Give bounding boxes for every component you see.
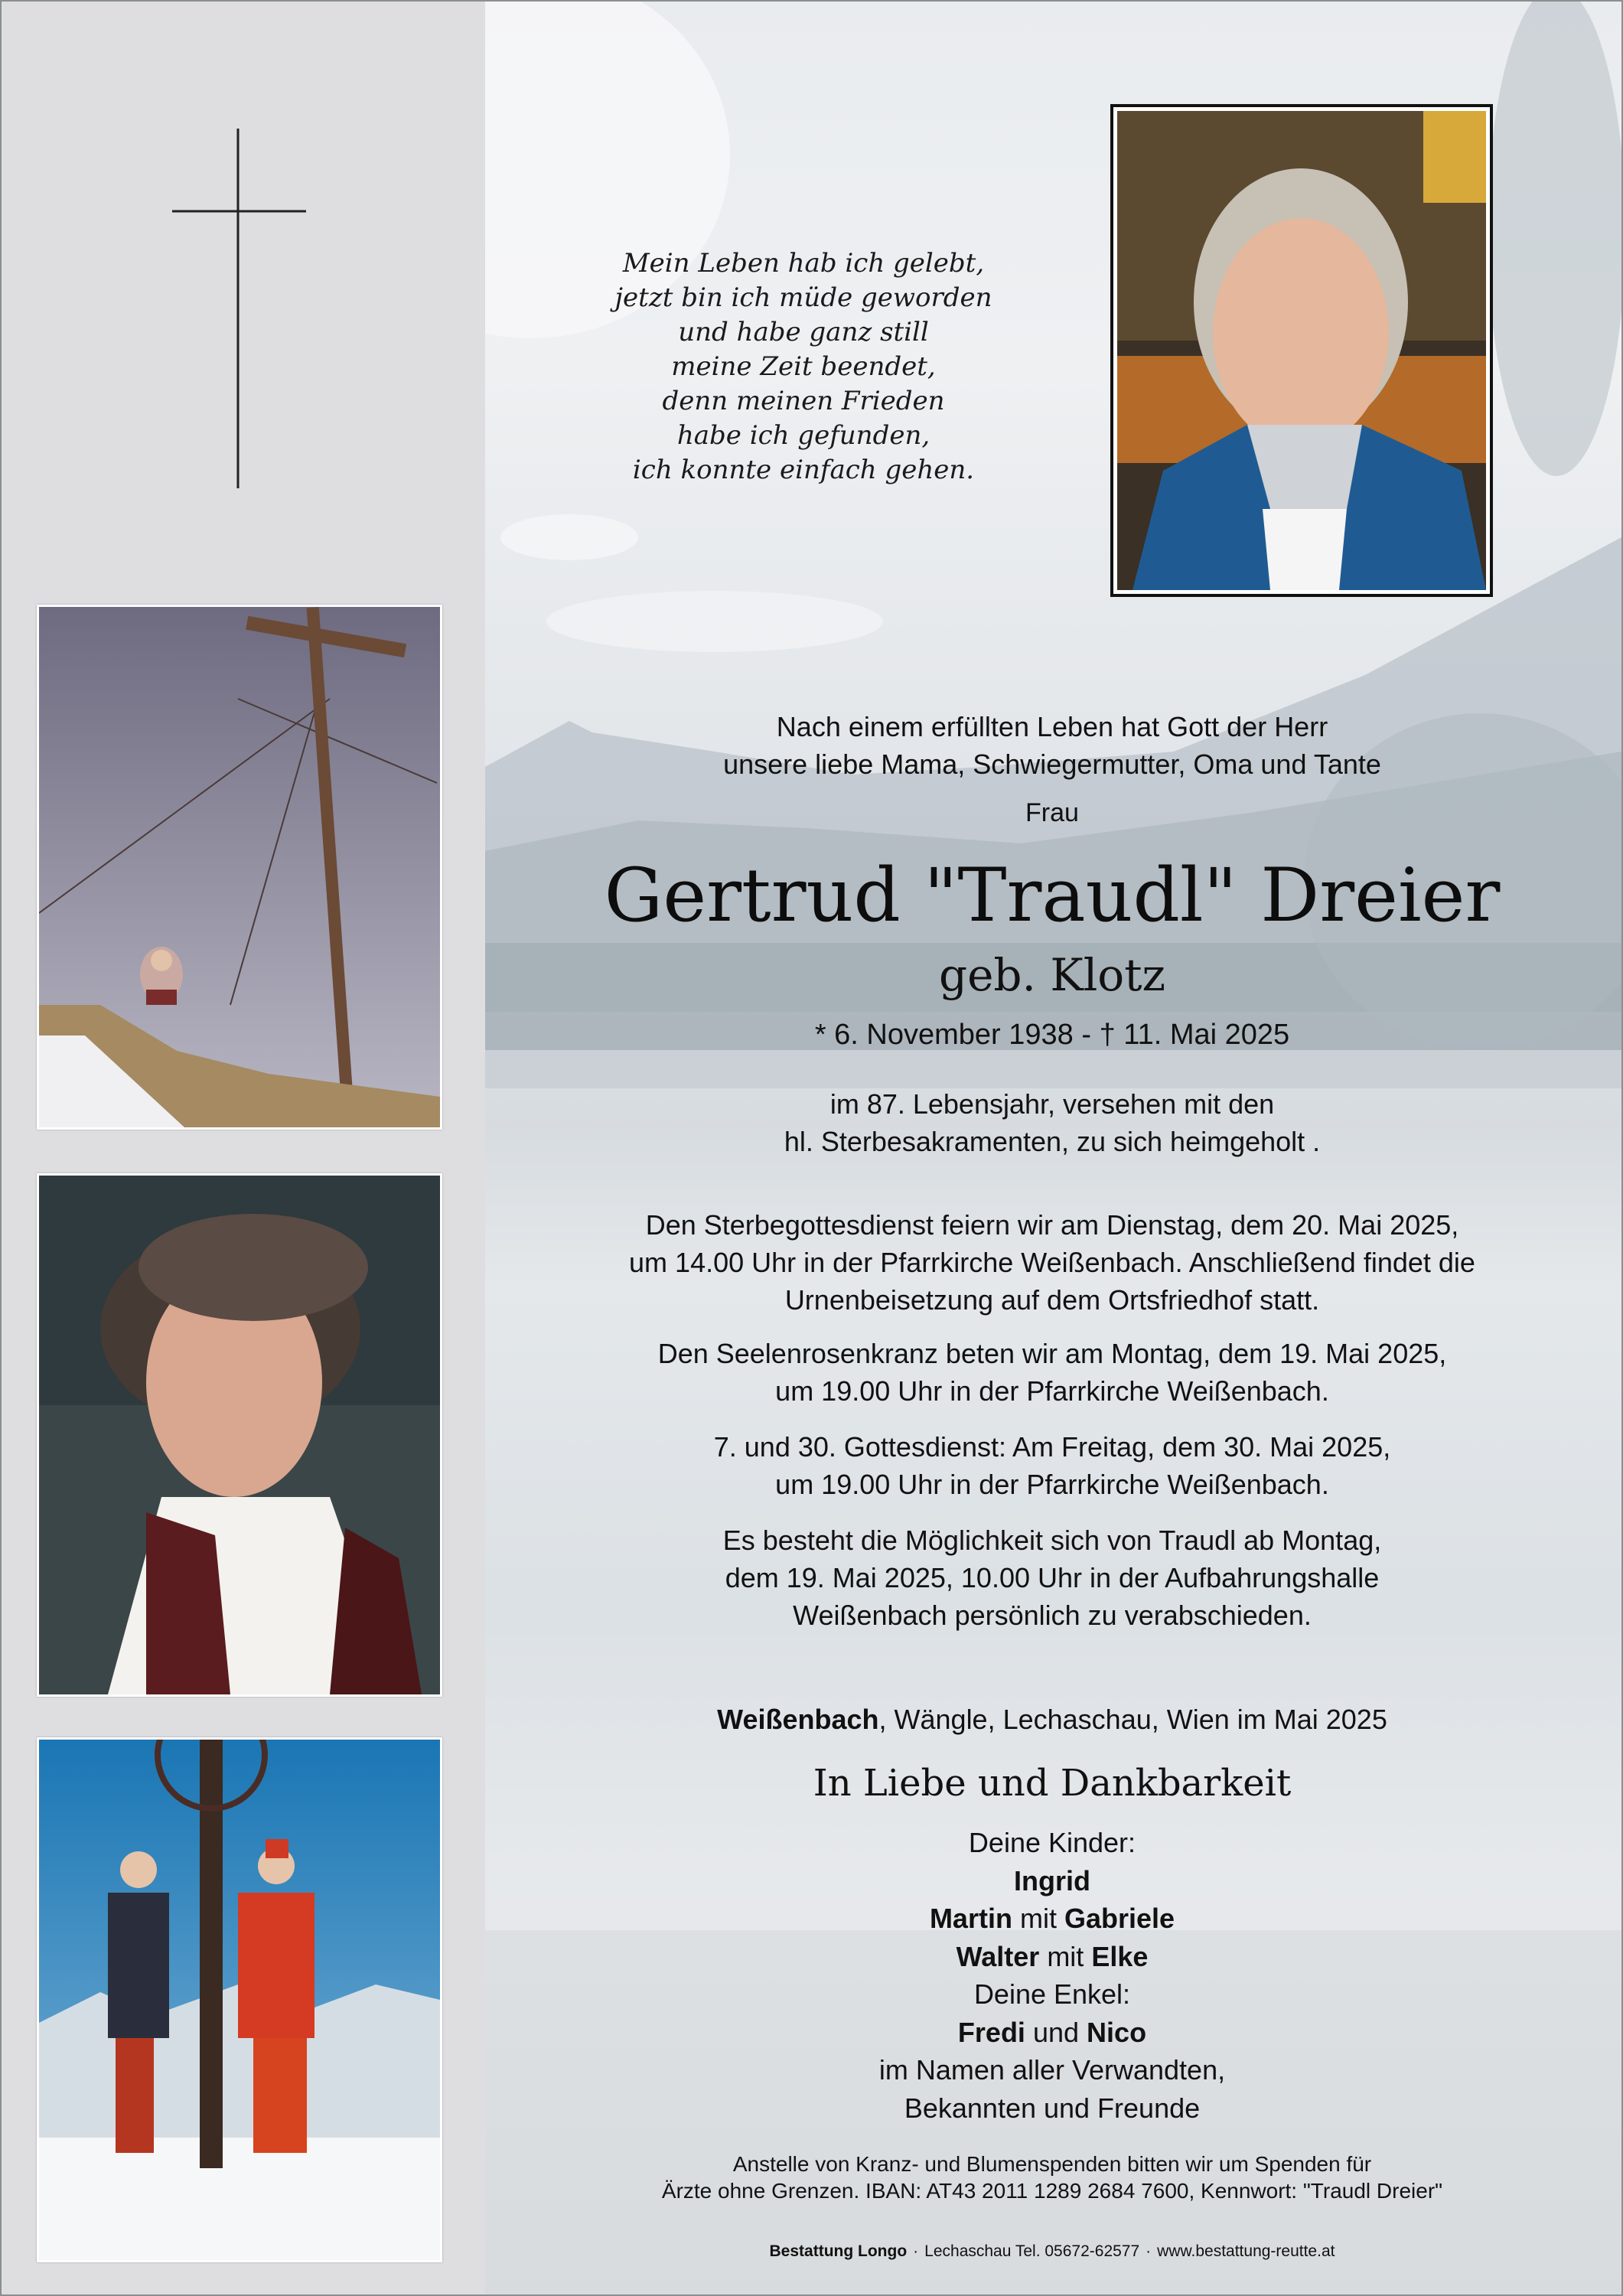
deceased-name: Gertrud "Traudl" Dreier: [604, 853, 1501, 938]
title-frau: Frau: [1025, 798, 1079, 827]
service-farewell: [536, 1521, 1569, 1634]
age-line: hl. Sterbesakramenten, zu sich heimgeholt .: [784, 1126, 1321, 1157]
poem-line: ich konnte einfach gehen.: [632, 455, 975, 485]
company-contact: Lechaschau Tel. 05672-62577: [924, 2242, 1140, 2260]
poem-line: jetzt bin ich müde geworden: [614, 282, 992, 313]
poem-line: habe ich gefunden,: [676, 420, 930, 451]
age-line: im 87. Lebensjahr, versehen mit den: [829, 1088, 1275, 1120]
child-name: Martin: [929, 1903, 1012, 1934]
service-rosary: [536, 1335, 1569, 1410]
service-line: Es besteht die Möglichkeit sich von Traudl ab Montag,: [722, 1525, 1382, 1556]
service-line: Weißenbach persönlich zu verabschieden.: [793, 1600, 1312, 1631]
family-list: [536, 1824, 1569, 2127]
poem-line: und habe ganz still: [678, 317, 929, 347]
poem-line: denn meinen Frieden: [662, 386, 945, 416]
child-name: Walter: [956, 1940, 1040, 1972]
age-text: [536, 1085, 1569, 1160]
thanks-heading: In Liebe und Dankbarkeit: [813, 1762, 1292, 1805]
service-line: dem 19. Mai 2025, 10.00 Uhr in der Aufbahrungshalle: [725, 1562, 1380, 1593]
photo-skiers-summit: [37, 1737, 442, 2262]
relatives-line: im Namen aller Verwandten,: [878, 2054, 1226, 2086]
intro-line: Nach einem erfüllten Leben hat Gott der Herr: [776, 711, 1328, 742]
poem: [582, 246, 1025, 488]
cross-icon: [172, 129, 306, 488]
service-funeral: [536, 1206, 1569, 1319]
donation-note: [536, 2151, 1569, 2204]
service-line: Den Seelenrosenkranz beten wir am Montag, dem 19. Mai 2025,: [657, 1338, 1447, 1369]
separator: ·: [913, 2242, 919, 2260]
birth-name: geb. Klotz: [938, 949, 1166, 1001]
intro-text: [536, 708, 1569, 783]
place-main: Weißenbach: [717, 1704, 879, 1735]
child-name: Ingrid: [1014, 1864, 1090, 1896]
children-label: Deine Kinder:: [968, 1827, 1136, 1858]
partner-name: Elke: [1091, 1940, 1149, 1972]
poem-line: Mein Leben hab ich gelebt,: [622, 248, 985, 279]
service-memorial: [536, 1428, 1569, 1503]
separator: ·: [1146, 2242, 1152, 2260]
child-entry: [536, 1938, 1569, 1976]
intro-line: unsere liebe Mama, Schwiegermutter, Oma und Tante: [723, 748, 1381, 780]
service-line: um 19.00 Uhr in der Pfarrkirche Weißenbach.: [775, 1375, 1329, 1407]
company-name: Bestattung Longo: [769, 2242, 908, 2260]
grandchildren-entry: [536, 2014, 1569, 2052]
relatives-line: Bekannten und Freunde: [904, 2092, 1201, 2124]
grandchild-name: Fredi: [957, 2016, 1025, 2048]
with-word: mit: [1019, 1903, 1057, 1934]
poem-line: meine Zeit beendet,: [671, 351, 936, 382]
photo-portrait-young: [37, 1173, 442, 1697]
service-line: um 14.00 Uhr in der Pfarrkirche Weißenbach. Anschließend findet die: [629, 1247, 1475, 1278]
service-line: Den Sterbegottesdienst feiern wir am Dienstag, dem 20. Mai 2025,: [645, 1209, 1459, 1241]
company-website[interactable]: www.bestattung-reutte.at: [1157, 2242, 1335, 2260]
service-line: um 19.00 Uhr in der Pfarrkirche Weißenbach.: [775, 1469, 1329, 1500]
with-word: mit: [1047, 1940, 1084, 1972]
footer: [536, 2241, 1569, 2262]
portrait-photo: [1110, 104, 1493, 597]
and-word: und: [1032, 2016, 1080, 2048]
photo-summit-cross: [37, 605, 442, 1130]
service-line: 7. und 30. Gottesdienst: Am Freitag, dem 30. Mai 2025,: [713, 1431, 1391, 1463]
place-rest: , Wängle, Lechaschau, Wien im Mai 2025: [878, 1704, 1387, 1735]
place-date: [536, 1701, 1569, 1738]
grandchild-name: Nico: [1087, 2016, 1147, 2048]
donation-line: Anstelle von Kranz- und Blumenspenden bitten wir um Spenden für: [732, 2152, 1372, 2176]
grandchildren-label: Deine Enkel:: [973, 1978, 1131, 2010]
service-line: Urnenbeisetzung auf dem Ortsfriedhof statt.: [784, 1284, 1320, 1316]
donation-line: Ärzte ohne Grenzen. IBAN: AT43 2011 1289 2684 7600, Kennwort: "Traudl Dreier": [661, 2179, 1443, 2203]
child-entry: [536, 1900, 1569, 1938]
partner-name: Gabriele: [1064, 1903, 1175, 1934]
life-dates: * 6. November 1938 - † 11. Mai 2025: [814, 1019, 1290, 1051]
